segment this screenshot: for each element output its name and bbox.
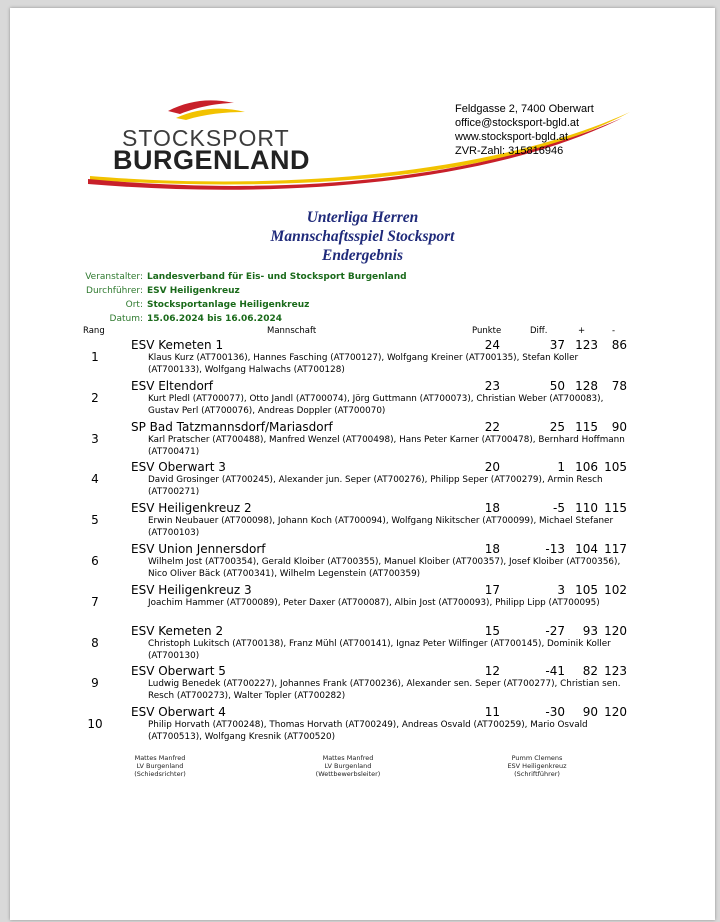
team-name: ESV Union Jennersdorf — [131, 541, 266, 556]
address-street: Feldgasse 2, 7400 Oberwart — [455, 103, 594, 115]
team-diff: -30 — [545, 705, 565, 720]
team-name: ESV Oberwart 5 — [131, 664, 226, 679]
team-minus: 120 — [604, 705, 627, 720]
team-rank: 9 — [91, 676, 99, 691]
team-minus: 78 — [611, 378, 627, 393]
header-minus: - — [612, 326, 616, 336]
signature-name: Mattes Manfred — [322, 754, 374, 762]
meta-row — [70, 284, 407, 298]
team-players: Philip Horvath (AT700248), Thomas Horvath (AT700249), Andreas Osvald (AT700259), Mario Osvald (AT700513), Wolfgang Kresnik (AT700520) — [148, 720, 588, 743]
team-diff: -5 — [553, 501, 565, 516]
team-minus: 90 — [611, 419, 627, 434]
signature-name: Pumm Clemens — [511, 754, 563, 762]
header-rang: Rang — [83, 326, 105, 336]
team-diff: 37 — [549, 338, 565, 352]
team-minus: 117 — [604, 541, 627, 556]
team-plus: 106 — [575, 460, 598, 475]
title-competition: Mannschaftsspiel Stocksport — [270, 228, 455, 245]
team-minus: 105 — [604, 460, 627, 475]
document-titles — [10, 208, 715, 265]
team-players: Ludwig Benedek (AT700227), Johannes Frank (AT700236), Alexander sen. Seper (AT700277), Christian sen. Resch (AT700273), Walter Topler (AT700282) — [148, 679, 621, 702]
team-name: ESV Heiligenkreuz 3 — [131, 582, 252, 597]
results-table — [10, 338, 715, 746]
team-name: ESV Eltendorf — [131, 378, 213, 393]
team-plus: 110 — [575, 501, 598, 516]
team-players: Joachim Hammer (AT700089), Peter Daxer (AT700087), Albin Jost (AT700093), Philipp Lipp (AT700095) — [148, 597, 600, 608]
team-plus: 105 — [575, 582, 598, 597]
table-row — [10, 379, 715, 420]
team-punkte: 12 — [484, 664, 500, 679]
team-plus: 123 — [575, 338, 598, 352]
team-name: SP Bad Tatzmannsdorf/Mariasdorf — [131, 419, 333, 434]
meta-value: ESV Heiligenkreuz — [147, 286, 240, 296]
team-diff: -13 — [545, 541, 565, 556]
table-row — [10, 338, 715, 379]
signature-org: ESV Heiligenkreuz — [507, 762, 567, 770]
team-name: ESV Kemeten 2 — [131, 623, 224, 638]
team-punkte: 22 — [484, 419, 500, 434]
team-minus: 102 — [604, 582, 627, 597]
logo-text-burgenland: BURGENLAND — [113, 145, 310, 175]
team-name: ESV Heiligenkreuz 2 — [131, 501, 252, 516]
team-punkte: 23 — [484, 378, 500, 393]
team-rank: 8 — [91, 635, 99, 650]
team-plus: 93 — [582, 623, 598, 638]
team-diff: -27 — [545, 623, 565, 638]
team-rank: 1 — [91, 350, 99, 364]
title-result: Endergebnis — [322, 247, 403, 264]
header-plus: + — [578, 326, 586, 336]
team-name: ESV Oberwart 3 — [131, 460, 226, 475]
team-punkte: 17 — [484, 582, 500, 597]
address-block — [455, 102, 594, 158]
team-players: Kurt Pledl (AT700077), Otto Jandl (AT700074), Jörg Guttmann (AT700073), Christian Weber (AT700083), Gustav Perl (AT700076), Andreas Doppler (AT700070) — [148, 393, 604, 416]
table-row — [10, 664, 715, 705]
stocksport-logo-swoosh — [10, 8, 715, 208]
team-punkte: 11 — [484, 705, 500, 720]
team-diff: 1 — [557, 460, 565, 475]
team-rank: 3 — [91, 431, 99, 446]
table-row — [10, 583, 715, 624]
table-row — [10, 420, 715, 461]
team-minus: 123 — [604, 664, 627, 679]
signature-referee — [100, 754, 220, 778]
team-players: Christoph Lukitsch (AT700138), Franz Mühl (AT700141), Ignaz Peter Wilfinger (AT700145), Dominik Koller (AT700130) — [148, 638, 611, 661]
team-minus: 120 — [604, 623, 627, 638]
table-row — [10, 624, 715, 665]
team-punkte: 20 — [484, 460, 500, 475]
meta-value: 15.06.2024 bis 16.06.2024 — [147, 314, 283, 324]
team-rank: 2 — [91, 390, 99, 405]
address-email: office@stocksport-bgld.at — [455, 117, 580, 129]
header-punkte: Punkte — [472, 326, 502, 336]
header-mannschaft: Mannschaft — [267, 326, 317, 336]
team-punkte: 18 — [484, 501, 500, 516]
team-players: Wilhelm Jost (AT700354), Gerald Kloiber (AT700355), Manuel Kloiber (AT700357), Josef Kloiber (AT700356), Nico Oliver Bäck (AT700341), Wilhelm Legenstein (AT700359) — [148, 556, 621, 579]
signature-secretary — [477, 754, 597, 778]
team-diff: 3 — [557, 582, 565, 597]
title-league: Unterliga Herren — [306, 209, 419, 226]
team-plus: 115 — [575, 419, 598, 434]
meta-label: Datum: — [109, 314, 143, 324]
table-row — [10, 460, 715, 501]
team-plus: 82 — [582, 664, 598, 679]
signature-org: LV Burgenland — [324, 762, 372, 770]
team-plus: 128 — [575, 378, 598, 393]
team-plus: 90 — [582, 705, 598, 720]
team-punkte: 15 — [484, 623, 500, 638]
meta-label: Veranstalter: — [85, 272, 143, 282]
meta-value: Stocksportanlage Heiligenkreuz — [147, 300, 310, 310]
signature-role: (Schiedsrichter) — [134, 770, 186, 778]
team-rank: 5 — [91, 513, 99, 528]
meta-label: Ort: — [125, 300, 143, 310]
team-plus: 104 — [575, 541, 598, 556]
team-minus: 86 — [611, 338, 627, 352]
team-players: Klaus Kurz (AT700136), Hannes Fasching (AT700127), Wolfgang Kreiner (AT700135), Stefan Koller (AT700133), Wolfgang Halwachs (AT700128) — [148, 353, 579, 375]
signature-role: (Wettbewerbsleiter) — [315, 770, 381, 778]
team-diff: 50 — [549, 378, 565, 393]
team-players: Karl Pratscher (AT700488), Manfred Wenzel (AT700498), Hans Peter Karner (AT700478), Bernhard Hoffmann (AT700471) — [148, 434, 625, 457]
team-rank: 6 — [91, 553, 99, 568]
signature-role: (Schriftführer) — [514, 770, 560, 778]
signature-org: LV Burgenland — [136, 762, 184, 770]
event-meta — [70, 270, 407, 326]
address-zvr: ZVR-Zahl: 315816946 — [455, 145, 564, 157]
team-punkte: 18 — [484, 541, 500, 556]
signature-competition-lead — [288, 754, 408, 778]
meta-row — [70, 270, 407, 284]
meta-row — [70, 312, 407, 326]
team-players: David Grosinger (AT700245), Alexander jun. Seper (AT700276), Philipp Seper (AT700279), Armin Resch (AT700271) — [148, 475, 603, 498]
table-row — [10, 501, 715, 542]
team-punkte: 24 — [484, 338, 500, 352]
meta-label: Durchführer: — [86, 286, 143, 296]
address-website: www.stocksport-bgld.at — [455, 131, 569, 143]
team-minus: 115 — [604, 501, 627, 516]
team-diff: 25 — [549, 419, 565, 434]
team-diff: -41 — [545, 664, 565, 679]
team-name: ESV Kemeten 1 — [131, 338, 224, 352]
document-page — [10, 8, 715, 920]
table-row — [10, 542, 715, 583]
team-rank: 10 — [87, 717, 103, 732]
team-rank: 4 — [91, 472, 99, 487]
meta-value: Landesverband für Eis- und Stocksport Burgenland — [147, 272, 407, 282]
team-players: Erwin Neubauer (AT700098), Johann Koch (AT700094), Wolfgang Nikitscher (AT700099), Michael Stefaner (AT700103) — [148, 516, 614, 539]
team-rank: 7 — [91, 594, 99, 609]
table-row — [10, 705, 715, 746]
signature-name: Mattes Manfred — [134, 754, 186, 762]
meta-row — [70, 298, 407, 312]
logo-text-stocksport: STOCKSPORT — [122, 125, 290, 151]
team-name: ESV Oberwart 4 — [131, 705, 226, 720]
header-diff: Diff. — [530, 326, 548, 336]
